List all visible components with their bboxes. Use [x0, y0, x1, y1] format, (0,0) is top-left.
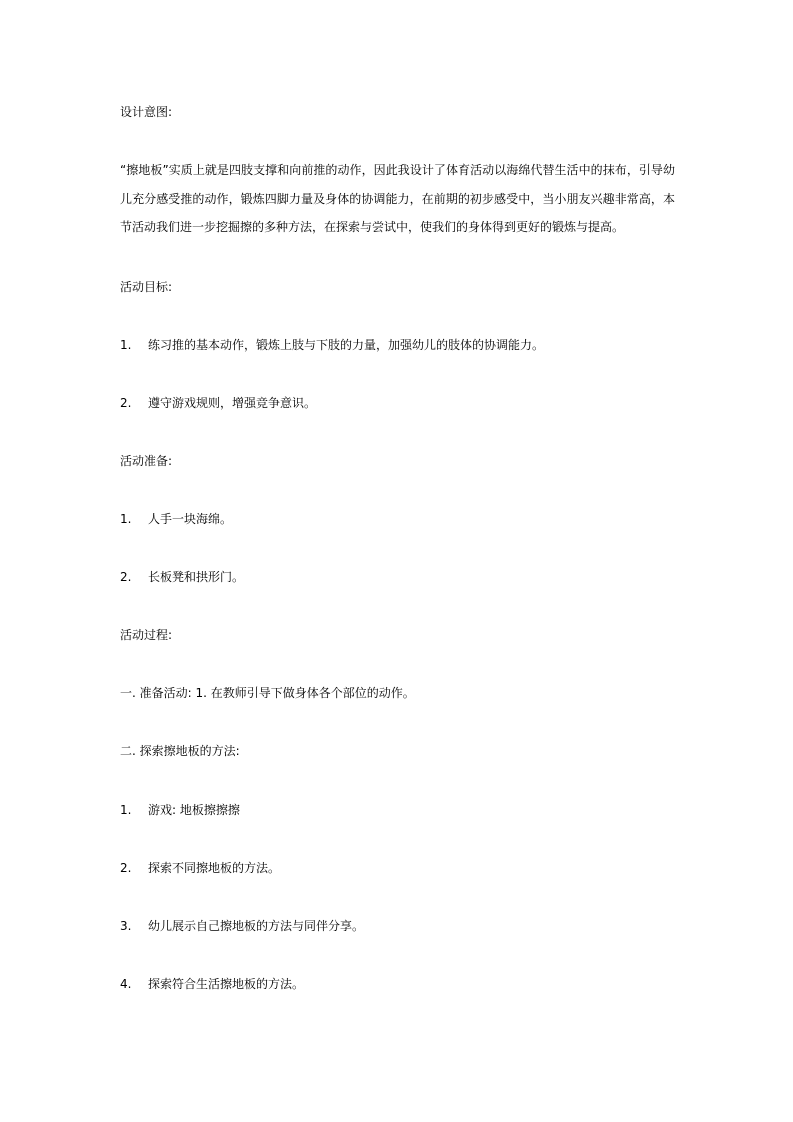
process-step-1: 一. 准备活动: 1. 在教师引导下做身体各个部位的动作。 [120, 686, 415, 700]
process-item-2 [120, 860, 280, 876]
goal-item-2 [120, 395, 316, 411]
goal-item-1 [120, 337, 544, 353]
design-intent-heading: 设计意图: [120, 105, 173, 119]
preparation-heading: 活动准备: [120, 454, 173, 468]
process-item-4-number: 4. [120, 977, 132, 991]
goal-item-1-number: 1. [120, 338, 132, 352]
goal-item-2-text: 遵守游戏规则，增强竞争意识。 [148, 396, 317, 410]
process-heading: 活动过程: [120, 628, 173, 642]
process-item-2-text: 探索不同擦地板的方法。 [148, 861, 281, 875]
preparation-item-1-number: 1. [120, 512, 132, 526]
preparation-item-1 [120, 511, 232, 527]
process-item-3-text: 幼儿展示自己擦地板的方法与同伴分享。 [148, 919, 365, 933]
preparation-item-2-text: 长板凳和拱形门。 [148, 570, 245, 584]
process-item-2-number: 2. [120, 861, 132, 875]
process-item-1-number: 1. [120, 803, 132, 817]
preparation-item-1-text: 人手一块海绵。 [148, 512, 233, 526]
preparation-item-2 [120, 569, 244, 585]
process-item-3 [120, 918, 364, 934]
process-item-4-text: 探索符合生活擦地板的方法。 [148, 977, 305, 991]
goals-heading: 活动目标: [120, 280, 173, 294]
process-item-3-number: 3. [120, 919, 132, 933]
process-item-1 [120, 802, 240, 818]
process-item-1-text: 游戏: 地板擦擦擦 [148, 803, 240, 817]
goal-item-2-number: 2. [120, 396, 132, 410]
goal-item-1-text: 练习推的基本动作，锻炼上肢与下肢的力量，加强幼儿的肢体的协调能力。 [148, 338, 545, 352]
process-item-4 [120, 976, 304, 992]
preparation-item-2-number: 2. [120, 570, 132, 584]
process-step-2: 二. 探索擦地板的方法: [120, 744, 240, 758]
design-intent-paragraph: “擦地板”实质上就是四肢支撑和向前推的动作，因此我设计了体育活动以海绵代替生活中的抹布，引导幼儿充分感受推的动作，锻炼四脚力量及身体的协调能力，在前期的初步感受中，当小朋友兴趣非常高，本节活动我们进一步挖掘擦的多种方法，在探索与尝试中，使我们的身体得到更好的锻炼与提高。 [120, 163, 675, 234]
